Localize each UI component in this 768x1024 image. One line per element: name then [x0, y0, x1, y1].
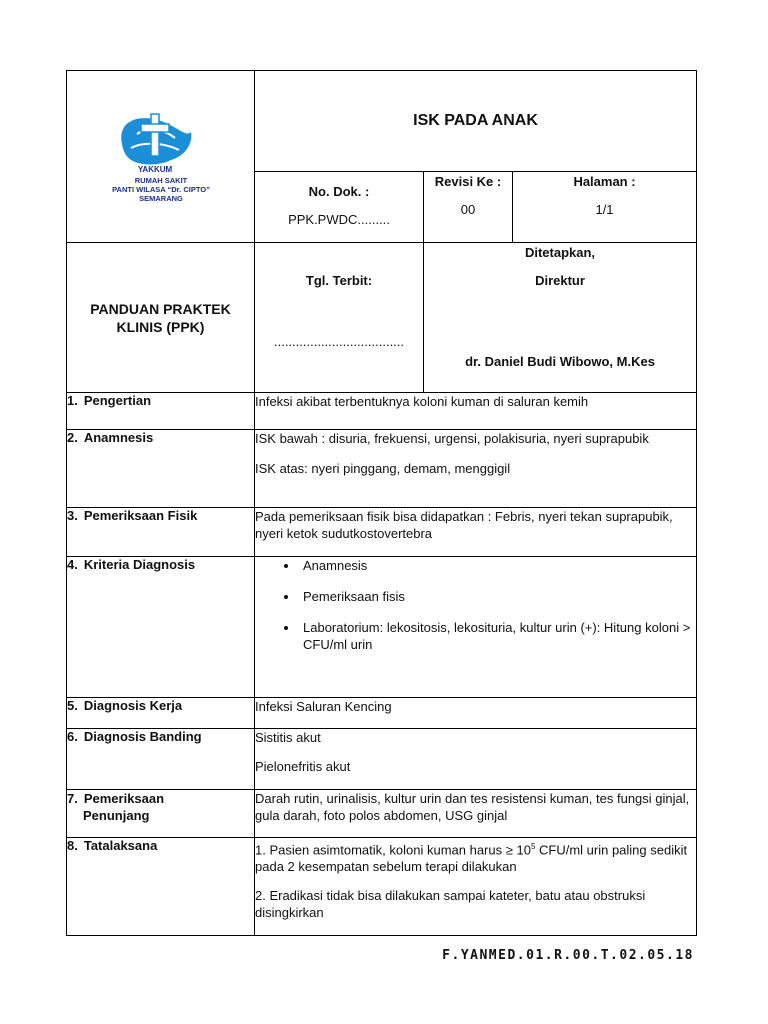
section-label-cell: [67, 393, 255, 430]
section-body: [255, 698, 697, 729]
section-row: [67, 508, 697, 557]
section-label: Diagnosis Banding: [83, 729, 202, 744]
section-label: Pemeriksaan: [83, 791, 165, 806]
hospital-logo: [67, 94, 255, 214]
section-label-cell: [67, 508, 255, 557]
list-item: • Laboratorium: lekositosis, lekosituria, kultur urin (+): Hitung koloni > CFU/ml urin: [299, 619, 696, 653]
section-number: 1.: [67, 393, 78, 408]
logo-line3: SEMARANG: [139, 194, 183, 203]
section-label: Tatalaksana: [83, 838, 158, 853]
document-title: ISK PADA ANAK: [413, 112, 538, 129]
section-text: ISK bawah : disuria, frekuensi, urgensi, polakisuria, nyeri suprapubik: [255, 431, 649, 446]
section-body: [255, 838, 697, 936]
tgl-terbit-label: Tgl. Terbit:: [305, 273, 373, 288]
title-cell: [255, 71, 697, 172]
section-row: [67, 698, 697, 729]
ppk-document-table: [66, 70, 697, 936]
section-body: [255, 393, 697, 430]
section-number: 2.: [67, 430, 78, 445]
section-label-cell: [67, 790, 255, 838]
section-label: Anamnesis: [83, 430, 154, 445]
section-number: 7.: [67, 791, 78, 806]
section-text: Sistitis akut: [255, 730, 321, 745]
section-label-cell: [67, 557, 255, 698]
doc-type-cell: [67, 243, 255, 393]
section-body: [255, 790, 697, 838]
section-text: Pielonefritis akut: [255, 759, 351, 774]
section-text: Infeksi Saluran Kencing: [255, 699, 392, 714]
no-dok-label: No. Dok. :: [308, 184, 370, 199]
doc-type-label: PANDUAN PRAKTEK KLINIS (PPK): [90, 300, 231, 335]
section-label: Diagnosis Kerja: [83, 698, 183, 713]
section-text: ISK atas: nyeri pinggang, demam, menggigil: [255, 461, 511, 476]
halaman-value: 1/1: [595, 202, 614, 217]
revisi-cell: [424, 172, 513, 243]
no-dok-cell: [255, 172, 424, 243]
logo-cell: [67, 71, 255, 243]
section-row: [67, 430, 697, 508]
direktur-label: Direktur: [535, 273, 585, 288]
no-dok-value: PPK.PWDC.........: [288, 212, 390, 227]
halaman-cell: [513, 172, 697, 243]
section-number: 4.: [67, 557, 78, 572]
section-text: 1. Pasien asimtomatik, koloni kuman harus ≥ $10^5$ CFU/ml urin paling sedikit pada 2 kesempatan sebelum terapi dilakukan: [255, 842, 688, 875]
revisi-label: Revisi Ke :: [434, 174, 502, 189]
tgl-terbit-cell: [255, 243, 424, 393]
section-row: [67, 557, 697, 698]
section-number: 8.: [67, 838, 78, 853]
section-body: [255, 430, 697, 508]
section-row: [67, 729, 697, 790]
section-text: 2. Eradikasi tidak bisa dilakukan sampai kateter, batu atau obstruksi disingkirkan: [255, 888, 646, 921]
signatory-name: dr. Daniel Budi Wibowo, M.Kes: [465, 354, 655, 369]
ditetapkan-cell: [424, 243, 697, 393]
section-row: [67, 790, 697, 838]
section-row: [67, 838, 697, 936]
revisi-value: 00: [460, 202, 476, 217]
section-label-cell: [67, 729, 255, 790]
criteria-list: [255, 557, 696, 653]
section-label: Pengertian: [83, 393, 152, 408]
section-text: Pada pemeriksaan fisik bisa didapatkan : Febris, nyeri tekan suprapubik, nyeri ketok sudutkostovertebra: [255, 509, 673, 541]
section-number: 3.: [67, 508, 78, 523]
section-label-cell: [67, 698, 255, 729]
section-number: 5.: [67, 698, 78, 713]
section-label-cell: [67, 430, 255, 508]
section-body: [255, 557, 697, 698]
section-label-cell: [67, 838, 255, 936]
form-code: F.YANMED.01.R.00.T.02.05.18: [442, 948, 694, 963]
section-body: [255, 729, 697, 790]
tgl-terbit-value: ....................................: [273, 334, 405, 349]
section-label: Penunjang: [83, 808, 150, 823]
section-label: Pemeriksaan Fisik: [83, 508, 198, 523]
section-text: Darah rutin, urinalisis, kultur urin dan tes resistensi kuman, tes fungsi ginjal, gula darah, foto polos abdomen, USG ginjal: [255, 791, 690, 823]
section-text: Infeksi akibat terbentuknya koloni kuman di saluran kemih: [255, 394, 589, 409]
logo-line2: PANTI WILASA “Dr. CIPTO”: [112, 185, 210, 194]
section-label: Kriteria Diagnosis: [83, 557, 196, 572]
list-item: • Pemeriksaan fisis: [299, 588, 696, 605]
halaman-label: Halaman :: [573, 174, 636, 189]
section-row: [67, 393, 697, 430]
section-body: [255, 508, 697, 557]
logo-org-text: YAKKUM: [137, 165, 173, 174]
logo-line1: RUMAH SAKIT: [134, 176, 188, 185]
ditetapkan-label: Ditetapkan,: [524, 245, 596, 260]
section-number: 6.: [67, 729, 78, 744]
list-item: • Anamnesis: [299, 557, 696, 574]
